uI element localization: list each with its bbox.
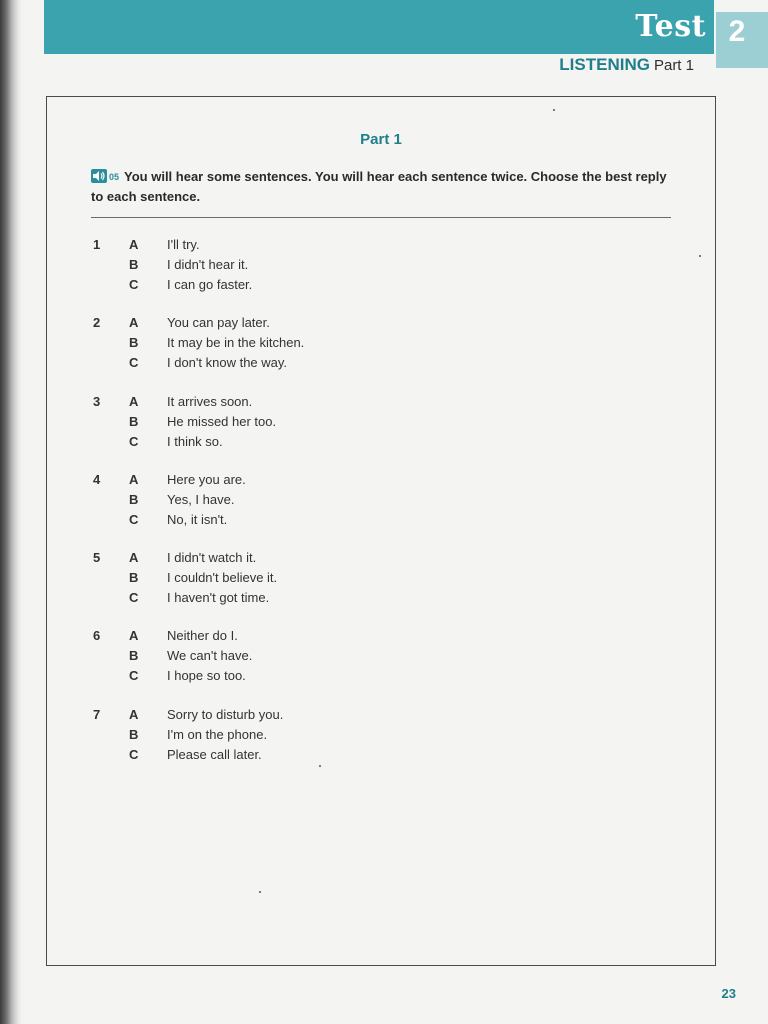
option-letter: B: [129, 648, 139, 663]
audio-track-icon: [91, 169, 107, 183]
part-title: Part 1: [360, 131, 402, 148]
test-number-box: [716, 12, 768, 68]
option-text: I'll try.: [167, 237, 200, 252]
option-4a[interactable]: [47, 472, 715, 492]
option-2a[interactable]: [47, 315, 715, 335]
option-text: Neither do I.: [167, 628, 238, 643]
option-letter: A: [129, 472, 139, 487]
option-letter: A: [129, 315, 139, 330]
option-text: Yes, I have.: [167, 492, 235, 507]
option-letter: C: [129, 434, 139, 449]
option-letter: A: [129, 550, 139, 565]
question-7: [47, 707, 715, 767]
option-5b[interactable]: [47, 570, 715, 590]
option-text: I haven't got time.: [167, 590, 270, 605]
header-band: [44, 0, 714, 54]
option-4b[interactable]: [47, 492, 715, 512]
scan-speck: [319, 765, 321, 767]
scan-speck: [553, 109, 555, 111]
option-1a[interactable]: [47, 237, 715, 257]
divider: [91, 217, 671, 218]
option-text: I didn't hear it.: [167, 257, 249, 272]
option-5a[interactable]: [47, 550, 715, 570]
option-text: You can pay later.: [167, 315, 270, 330]
content-frame: [46, 96, 716, 966]
instructions: [91, 167, 676, 206]
question-4: [47, 472, 715, 532]
question-1: [47, 237, 715, 297]
option-letter: C: [129, 277, 139, 292]
option-3b[interactable]: [47, 414, 715, 434]
test-number: 2: [728, 15, 746, 48]
option-2c[interactable]: [47, 355, 715, 375]
option-text: Please call later.: [167, 747, 262, 762]
option-1b[interactable]: [47, 257, 715, 277]
question-number: 7: [93, 707, 101, 722]
option-6c[interactable]: [47, 668, 715, 688]
option-7c[interactable]: [47, 747, 715, 767]
question-5: [47, 550, 715, 610]
option-text: Here you are.: [167, 472, 246, 487]
option-3a[interactable]: [47, 394, 715, 414]
option-letter: C: [129, 590, 139, 605]
scan-speck: [699, 255, 701, 257]
option-text: I'm on the phone.: [167, 727, 268, 742]
option-letter: C: [129, 512, 139, 527]
section-heading: [559, 55, 694, 75]
option-letter: B: [129, 727, 139, 742]
option-letter: C: [129, 747, 139, 762]
option-letter: B: [129, 414, 139, 429]
question-6: [47, 628, 715, 688]
page-number: 23: [721, 986, 736, 1001]
option-letter: C: [129, 355, 139, 370]
option-text: I think so.: [167, 434, 223, 449]
option-letter: B: [129, 335, 139, 350]
test-title: Test: [635, 9, 706, 44]
option-7a[interactable]: [47, 707, 715, 727]
option-letter: B: [129, 257, 139, 272]
option-4c[interactable]: [47, 512, 715, 532]
option-text: I can go faster.: [167, 277, 253, 292]
option-6a[interactable]: [47, 628, 715, 648]
option-2b[interactable]: [47, 335, 715, 355]
question-number: 5: [93, 550, 101, 565]
option-1c[interactable]: [47, 277, 715, 297]
page-binding-shadow: [0, 0, 22, 1024]
option-letter: B: [129, 492, 139, 507]
question-3: [47, 394, 715, 454]
option-letter: A: [129, 394, 139, 409]
option-text: It arrives soon.: [167, 394, 253, 409]
instructions-text: You will hear some sentences. You will hear each sentence twice. Choose the best reply to each sentence.: [91, 169, 667, 204]
option-letter: A: [129, 707, 139, 722]
option-text: I couldn't believe it.: [167, 570, 278, 585]
option-text: No, it isn't.: [167, 512, 228, 527]
question-number: 6: [93, 628, 101, 643]
question-number: 1: [93, 237, 101, 252]
option-5c[interactable]: [47, 590, 715, 610]
option-letter: A: [129, 237, 139, 252]
track-number: 05: [109, 172, 120, 182]
question-2: [47, 315, 715, 375]
section-label: LISTENING: [559, 55, 650, 74]
option-text: We can't have.: [167, 648, 253, 663]
scan-speck: [259, 891, 261, 893]
option-text: It may be in the kitchen.: [167, 335, 305, 350]
option-6b[interactable]: [47, 648, 715, 668]
question-number: 3: [93, 394, 101, 409]
question-number: 2: [93, 315, 101, 330]
option-letter: C: [129, 668, 139, 683]
option-text: I hope so too.: [167, 668, 246, 683]
question-number: 4: [93, 472, 101, 487]
option-3c[interactable]: [47, 434, 715, 454]
option-text: Sorry to disturb you.: [167, 707, 284, 722]
option-7b[interactable]: [47, 727, 715, 747]
option-text: I didn't watch it.: [167, 550, 257, 565]
option-letter: B: [129, 570, 139, 585]
section-part-label: Part 1: [653, 57, 694, 74]
option-letter: A: [129, 628, 139, 643]
option-text: I don't know the way.: [167, 355, 288, 370]
option-text: He missed her too.: [167, 414, 277, 429]
